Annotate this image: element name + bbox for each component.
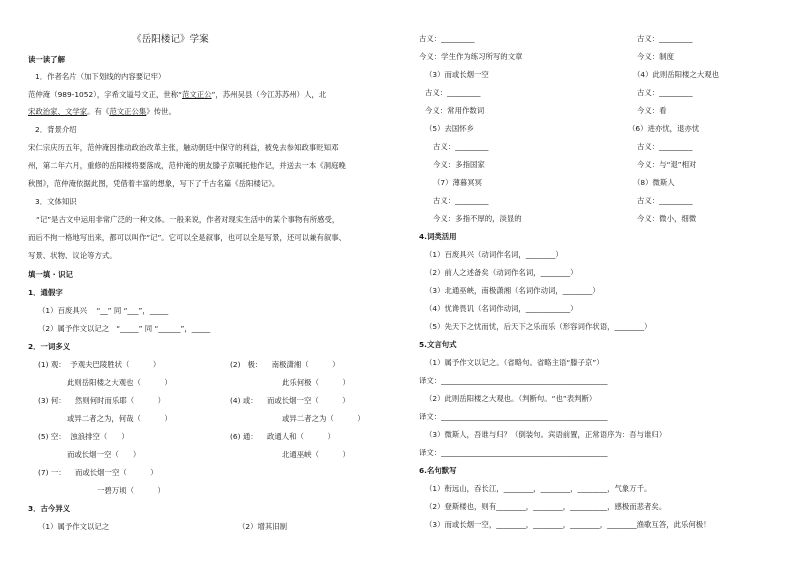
ancient-modern-heading: 3．古今异义 [28, 504, 71, 513]
translation-3: 译文：_____________________________________________ [419, 448, 608, 457]
section-heading-read: 读一读了解 [28, 55, 65, 64]
ancient-meaning-6: 古义：_________ [637, 142, 693, 151]
polysemy-4b: 或异二者之为（ ） [282, 414, 365, 423]
sentence-pattern-heading: 5.文言句式 [419, 340, 457, 349]
modern-meaning-1: 今义：学生作为练习所写的文章 [419, 52, 523, 61]
translation-2: 译文：_____________________________________________ [419, 412, 608, 421]
ancient-meaning-3: 古义：_________ [425, 88, 481, 97]
background-line-2: 州，第二年六月，重修的岳阳楼将要落成，范仲淹的朋友滕子京嘱托他作记，并送去一本《洞庭晚 [28, 161, 346, 170]
ancient-meaning-7: 古义：_________ [433, 196, 489, 205]
ancient-modern-8: （8）微斯人 [633, 178, 675, 187]
section-heading-fill: 填一填 · 识记 [28, 270, 73, 279]
author-title-underlined: 范文正公 [181, 90, 212, 99]
polysemy-5a: (5) 空： 浊浪排空（ ） [38, 432, 129, 441]
ancient-meaning-5: 古义：_________ [433, 142, 489, 151]
translation-1: 译文：_____________________________________________ [419, 376, 608, 385]
polysemy-heading: 2．一词多义 [28, 342, 71, 351]
ancient-modern-4: （4）此则岳阳楼之大观也 [633, 70, 720, 79]
author-text: 范仲淹（989-1052），字希文谥号文正，世称“ [28, 90, 182, 99]
modern-meaning-8: 今义：微小，细微 [637, 214, 697, 223]
polysemy-3a: (3) 何： 然则何时而乐耶（ ） [38, 396, 166, 405]
author-text: 》传世。 [146, 107, 176, 116]
background-line-3: 秋图》，范仲淹依据此图，凭借着丰富的想象，写下了千古名篇《岳阳楼记》。 [28, 179, 280, 188]
ancient-modern-2: （2）增其旧制 [238, 522, 288, 531]
polysemy-5b: 而或长烟一空（ ） [67, 450, 141, 459]
polysemy-7b: 一碧万顷（ ） [97, 486, 165, 495]
ancient-modern-7: （7）薄暮冥冥 [433, 178, 483, 187]
polysemy-2b: 此乐何极（ ） [282, 378, 350, 387]
word-class-3: （3）北通巫峡，南极潇湘（名词作动词，________） [425, 286, 600, 295]
genre-line-1: “记”是古文中运用非常广泛的一种文体。一般来说，作者对现实生活中的某个事物有所感受， [36, 215, 340, 224]
author-heading: 1．作者名片（加下划线的内容要记牢） [35, 72, 166, 81]
polysemy-1b: 此则岳阳楼之大观也（ ） [67, 378, 172, 387]
polysemy-6b: 北通巫峡（ ） [282, 450, 350, 459]
polysemy-2a: (2) 极： 南极潇湘（ ） [230, 360, 340, 369]
ancient-modern-1: （1）属予作文以记之 [38, 522, 110, 531]
modern-meaning-6: 今义：与“退”相对 [637, 160, 697, 169]
polysemy-6a: (6) 通： 政通人和（ ） [230, 432, 335, 441]
polysemy-7a: (7) 一： 而或长烟一空（ ） [38, 468, 158, 477]
genre-line-3: 写景、状物、议论等方式。 [28, 251, 117, 260]
ancient-modern-3: （3）而或长烟一空 [425, 70, 489, 79]
author-text: ”，苏州吴县（今江苏苏州）人，北 [211, 90, 327, 99]
word-class-2: （2）前人之述备矣（动词作名词，________） [425, 268, 578, 277]
word-class-heading: 4.词类活用 [419, 232, 457, 241]
polysemy-1a: (1) 观： 予观夫巴陵胜状（ ） [38, 360, 161, 369]
modern-meaning-3: 今义：常用作数词 [425, 106, 485, 115]
author-identity-underlined: 宋政治家、文学家 [28, 107, 88, 116]
modern-meaning-2: 今义：制度 [637, 52, 674, 61]
genre-heading: 3．文体知识 [35, 197, 77, 206]
word-class-1: （1）百废具兴（动词作名词，________） [425, 250, 563, 259]
tongjia-heading: 1．通假字 [28, 288, 63, 297]
ancient-meaning-1: 古义：_________ [419, 34, 475, 43]
recitation-3: （3）而或长烟一空，________，________，________，________渔歌互答，此乐何极！ [425, 520, 711, 529]
author-line-2 [28, 108, 176, 115]
modern-meaning-7: 今义：多指不厚的，淡显的 [433, 214, 522, 223]
word-class-5: （5）先天下之忧而忧，后天下之乐而乐（形容词作状语，________） [425, 322, 652, 331]
ancient-meaning-2: 古义：_________ [637, 34, 693, 43]
polysemy-4a: (4) 或： 而或长烟一空（ ） [230, 396, 350, 405]
author-work-underlined: 范文正公集 [109, 107, 147, 116]
background-heading: 2．背景介绍 [35, 125, 77, 134]
ancient-modern-5: （5）去国怀乡 [425, 124, 475, 133]
tongjia-item-1: （1）百废具兴 “__” 同 “___”，_____ [38, 306, 169, 315]
polysemy-3b: 或异二者之为，何哉（ ） [67, 414, 172, 423]
right-column [397, 0, 794, 561]
modern-meaning-4: 今义：看 [637, 106, 667, 115]
sentence-pattern-2: （2）此则岳阳楼之大观也。（判断句。“也”表判断） [425, 394, 597, 403]
author-line-1 [28, 91, 326, 98]
word-class-4: （4）忧谗畏讥（名词作动词，____________） [425, 304, 578, 313]
tongjia-item-2: （2）属予作文以记之 “_____” 同 “______”，_____ [38, 324, 211, 333]
recitation-1: （1）衔远山，吞长江，________，________，________，气象万千。 [425, 484, 652, 493]
ancient-meaning-8: 古义：_________ [637, 196, 693, 205]
genre-line-2: 而后不拘一格地写出来，都可以叫作“记”。它可以全是叙事，也可以全是写景，还可以兼有叙事、 [28, 233, 347, 242]
sentence-pattern-3: （3）微斯人，吾谁与归？（倒装句。宾语前置，正常语序为：吾与谁归） [425, 430, 667, 439]
page-title: 《岳阳楼记》学案 [132, 34, 209, 45]
recitation-2: （2）登斯楼也，则有________，________，__________，感极而悲者矣。 [425, 502, 667, 511]
recitation-heading: 6.名句默写 [419, 466, 457, 475]
ancient-meaning-4: 古义：_________ [637, 88, 693, 97]
author-text: 。有《 [87, 107, 110, 116]
sentence-pattern-1: （1）属予作文以记之。（省略句。省略主语“滕子京”） [425, 358, 604, 367]
ancient-modern-6: （6）进亦忧，退亦忧 [628, 124, 700, 133]
modern-meaning-5: 今义：多指国家 [433, 160, 485, 169]
background-line-1: 宋仁宗庆历五年，范仲淹因推动政治改革主张，触动朝廷中保守的利益，被免去参知政事贬知邓 [28, 143, 339, 152]
